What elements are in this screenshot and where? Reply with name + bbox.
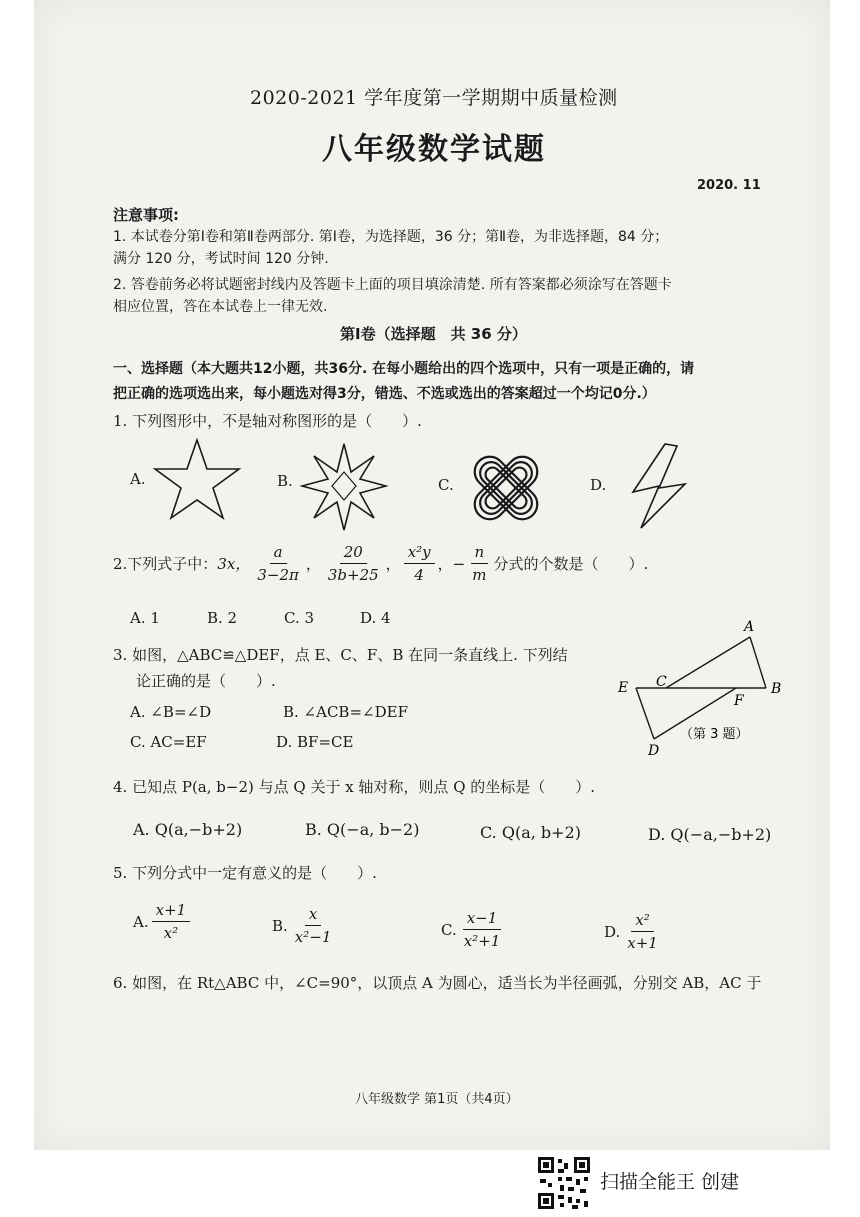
notice-line-2: 满分 120 分，考试时间 120 分钟. — [113, 251, 329, 267]
fraction-denominator: 3−2π — [257, 566, 299, 584]
option-fraction — [623, 910, 662, 953]
point-label-c: C — [656, 674, 667, 690]
q2-option-d: D. 4 — [360, 609, 391, 627]
fraction-numerator: a — [270, 542, 287, 564]
q2-fraction-2 — [324, 542, 383, 585]
fraction-denominator: x² — [163, 924, 179, 942]
q5-option-c — [441, 908, 507, 951]
figure-caption: （第 3 题） — [680, 727, 749, 742]
fraction-denominator: x²−1 — [294, 928, 332, 946]
option-label: B. — [272, 916, 288, 935]
exam-subtitle: 2020-2021 学年度第一学期期中质量检测 — [250, 87, 618, 109]
interlaced-knot-figure — [460, 443, 552, 533]
section-intro-2: 把正确的选项选出来，每小题选对得3分，错选、不选或选出的答案超过一个均记0分.） — [113, 386, 656, 402]
fraction-denominator: x²+1 — [463, 932, 501, 950]
negative-sign: − — [452, 554, 466, 573]
q3-option-b: B. ∠ACB=∠DEF — [283, 703, 408, 721]
q2-option-a: A. 1 — [130, 609, 160, 627]
q5-option-d — [604, 910, 665, 953]
exam-title: 八年级数学试题 — [322, 132, 546, 167]
q2-fraction-4 — [468, 542, 490, 585]
q3-option-d: D. BF=CE — [276, 733, 354, 751]
notice-line-4: 相应位置，答在本试卷上一律无效. — [113, 299, 328, 315]
q1-label-d: D. — [590, 476, 607, 494]
scanner-watermark-label: 扫描全能王 创建 — [600, 1171, 740, 1193]
notice-heading: 注意事项: — [113, 206, 179, 224]
q3-option-c: C. AC=EF — [130, 733, 207, 751]
option-fraction — [152, 900, 191, 943]
star-five-point-figure — [152, 436, 242, 522]
option-fraction — [460, 908, 505, 951]
option-label: D. — [604, 922, 621, 941]
point-label-d: D — [648, 743, 660, 759]
fraction-numerator: x−1 — [463, 908, 502, 930]
q1-label-a: A. — [130, 470, 146, 488]
q6-stem: 6. 如图，在 Rt△ABC 中，∠C=90°，以顶点 A 为圆心，适当长为半径画弧，分别交 AB，AC 于 — [113, 974, 762, 992]
q3-stem-line-1: 3. 如图，△ABC≌△DEF，点 E、C、F、B 在同一条直线上. 下列结 — [113, 646, 568, 664]
q2-option-c: C. 3 — [284, 609, 315, 627]
fraction-numerator: 20 — [340, 542, 367, 564]
q3-triangle-figure — [610, 615, 790, 760]
q1-stem: 1. 下列图形中，不是轴对称图形的是（ ）. — [113, 412, 422, 430]
point-label-a: A — [744, 619, 755, 635]
fraction-denominator: 4 — [414, 566, 424, 584]
q2-stem — [113, 542, 648, 585]
q4-option-a: A. Q(a,−b+2) — [133, 820, 243, 839]
exam-date: 2020. 11 — [697, 178, 761, 193]
q4-option-c: C. Q(a, b+2) — [480, 823, 581, 842]
fraction-numerator: x+1 — [152, 900, 191, 922]
fraction-denominator: x+1 — [627, 934, 658, 952]
q5-option-a — [133, 900, 193, 943]
q2-fraction-3 — [404, 542, 435, 585]
q4-option-d: D. Q(−a,−b+2) — [648, 825, 772, 844]
q1-label-b: B. — [277, 472, 293, 490]
fraction-numerator: x²y — [404, 542, 435, 564]
q5-option-b — [272, 904, 338, 947]
star-eight-point-figure — [300, 442, 388, 532]
q4-option-b: B. Q(−a, b−2) — [305, 820, 420, 839]
q5-stem: 5. 下列分式中一定有意义的是（ ）. — [113, 864, 377, 882]
section-intro-1: 一、选择题（本大题共12小题，共36分. 在每小题给出的四个选项中，只有一项是正确的，请 — [113, 361, 695, 377]
comma: ， — [385, 555, 401, 573]
q2-fraction-1 — [253, 542, 303, 585]
fraction-numerator: n — [471, 542, 489, 564]
page-footer: 八年级数学 第1页（共4页） — [355, 1092, 519, 1107]
notice-line-3: 2. 答卷前务必将试题密封线内及答题卡上面的项目填涂清楚. 所有答案都必须涂写在答题卡 — [113, 277, 672, 293]
option-fraction — [291, 904, 336, 947]
point-label-e: E — [618, 680, 629, 696]
point-label-f: F — [734, 693, 744, 709]
fraction-denominator: 3b+25 — [327, 566, 379, 584]
option-label: A. — [133, 912, 149, 931]
q1-label-c: C. — [438, 476, 454, 494]
q4-stem: 4. 已知点 P(a, b−2) 与点 Q 关于 x 轴对称，则点 Q 的坐标是（ ）. — [113, 778, 596, 796]
comma: ， — [437, 555, 453, 573]
fraction-numerator: x² — [631, 910, 653, 932]
q3-stem-line-2: 论正确的是（ ）. — [136, 672, 276, 690]
q2-stem-start: 2.下列式子中： — [113, 555, 218, 573]
fraction-denominator: m — [472, 566, 487, 584]
option-label: C. — [441, 920, 457, 939]
section-title: 第Ⅰ卷（选择题 共 36 分） — [340, 325, 527, 343]
fraction-numerator: x — [305, 904, 321, 926]
q3-option-a: A. ∠B=∠D — [130, 703, 212, 721]
q2-stem-end: 分式的个数是（ ）. — [493, 555, 649, 573]
q2-option-b: B. 2 — [207, 609, 238, 627]
notice-line-1: 1. 本试卷分第Ⅰ卷和第Ⅱ卷两部分. 第Ⅰ卷，为选择题，36 分；第Ⅱ卷，为非选择题，84 分； — [113, 229, 669, 245]
comma: ， — [305, 555, 321, 573]
qr-code-icon — [536, 1155, 592, 1211]
lightning-bolt-figure — [625, 440, 691, 532]
q2-term-3x: 3x， — [217, 555, 251, 573]
point-label-b: B — [771, 681, 782, 697]
